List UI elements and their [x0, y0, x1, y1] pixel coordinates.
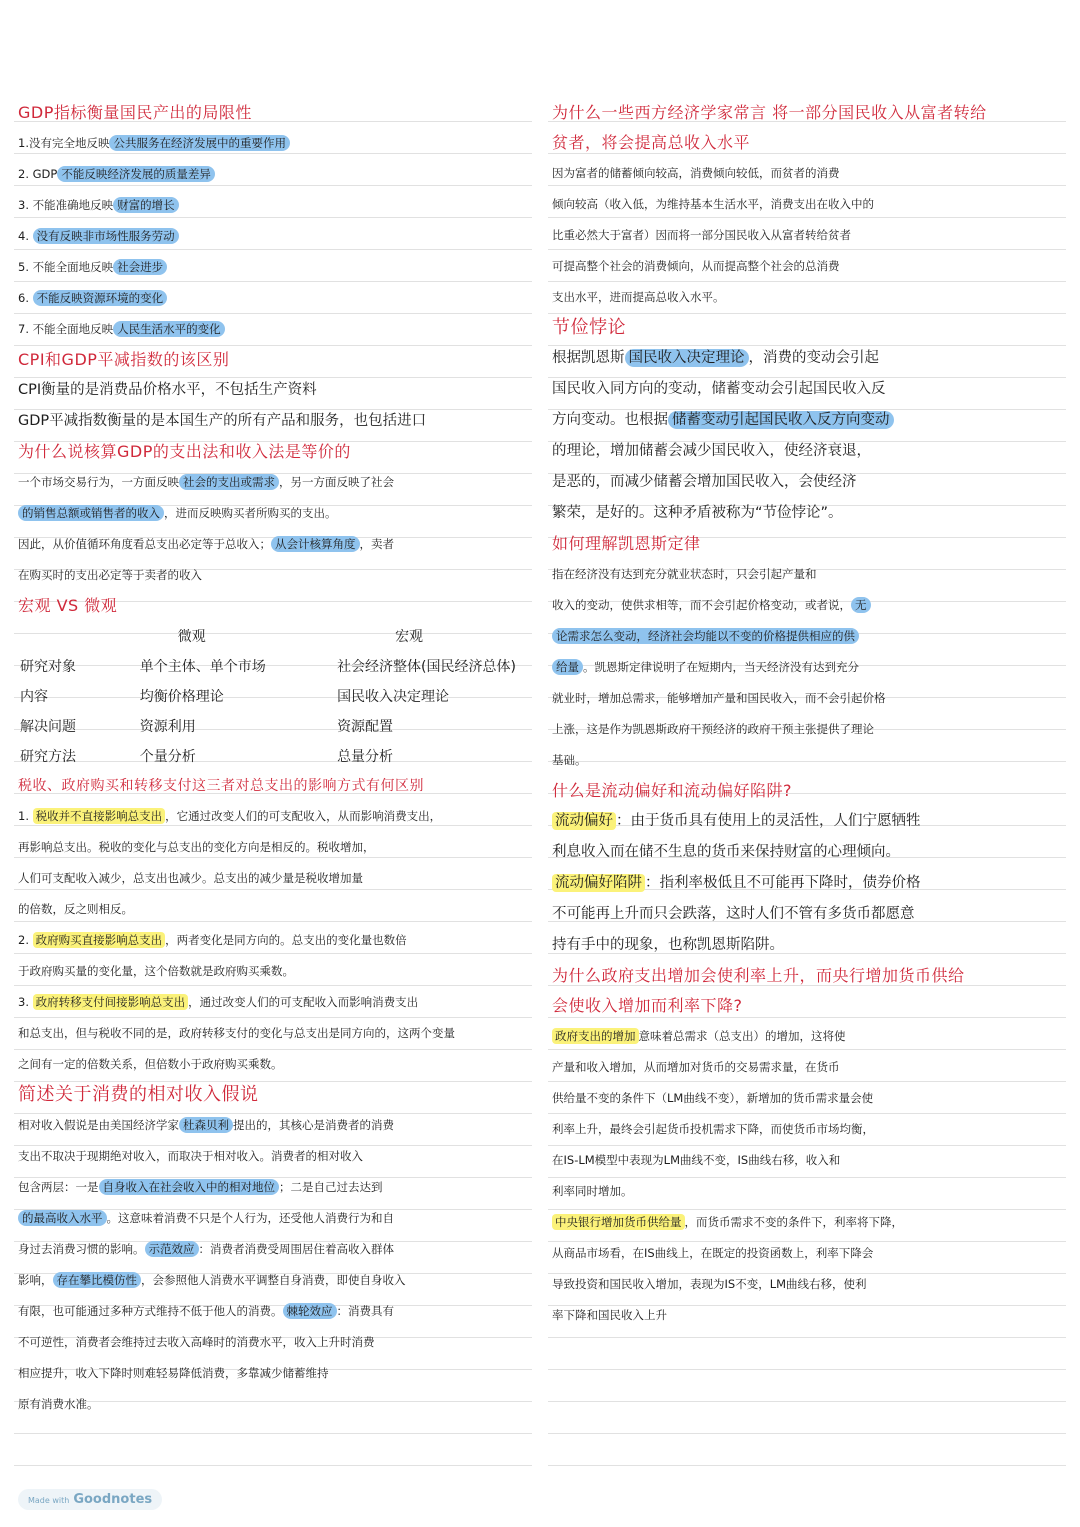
text-segment: 导致投资和国民收入增加，表现为IS不变，LM曲线右移，使利: [552, 1277, 867, 1291]
text-segment: ，通过改变人们的可支配收入而影响消费支出: [188, 995, 419, 1009]
text-segment: 收入的变动，使供求相等，而不会引起价格变动，或者说，: [552, 598, 851, 612]
text-segment: 国民收入同方向的变动，储蓄变动会引起国民收入反: [552, 381, 886, 397]
text-line: [552, 343, 1062, 374]
highlighted-text: 中央银行增加货币供给量: [552, 1214, 685, 1230]
table-cell: 内容: [20, 689, 48, 705]
text-line: [552, 467, 1062, 498]
highlighted-text: 社会的支出或需求: [179, 474, 279, 490]
text-line: [552, 590, 1062, 621]
thrift-paragraph: [552, 343, 1062, 529]
text-line: [18, 1234, 528, 1265]
table-row: [18, 651, 518, 681]
text-segment: ，卖者: [359, 537, 394, 551]
text-line: [552, 868, 1062, 899]
text-line: [552, 745, 1062, 776]
text-segment: 利率同时增加。: [552, 1184, 633, 1198]
text-line: [18, 128, 528, 159]
text-line: [552, 498, 1062, 529]
table-cell: 个量分析: [139, 749, 196, 765]
gdp-heading: GDP指标衡量国民产出的局限性: [18, 103, 252, 122]
text-line: [18, 925, 528, 956]
text-segment: 1.没有完全地反映: [18, 136, 110, 150]
transfer-paragraph: [552, 158, 1062, 313]
table-cell: 国民收入决定理论: [337, 689, 450, 705]
gov-spending-heading: 为什么政府支出增加会使利率上升，而央行增加货币供给: [552, 966, 965, 985]
highlighted-text: 的销售总额或销售者的收入: [18, 505, 164, 521]
text-line: [18, 1296, 528, 1327]
text-line: [18, 1389, 528, 1420]
cpi-heading: CPI和GDP平减指数的该区别: [18, 350, 230, 369]
highlighted-text: 储蓄变动引起国民收入反方向变动: [668, 411, 894, 429]
text-line: [552, 1207, 1062, 1238]
text-segment: 有限，也可能通过多种方式维持不低于他人的消费。: [18, 1304, 283, 1318]
text-segment: 人们可支配收入减少，总支出也减少。总支出的减少量是税收增加量: [18, 871, 363, 885]
text-segment: ：消费者消费受周围居住着高收入群体: [198, 1242, 394, 1256]
text-segment: 再影响总支出。税收的变化与总支出的变化方向是相反的。税收增加，: [18, 840, 375, 854]
macro-micro-heading: 宏观 VS 微观: [18, 596, 118, 615]
text-line: [552, 683, 1062, 714]
table-cell: 研究方法: [20, 749, 76, 765]
highlighted-text: 国民收入决定理论: [625, 349, 749, 367]
text-line: [18, 159, 528, 190]
text-segment: 意味着总需求（总支出）的增加，这将使: [638, 1029, 846, 1043]
highlighted-text: 人民生活水平的变化: [113, 321, 225, 337]
text-segment: ，进而反映购买者所购买的支出。: [164, 506, 337, 520]
highlighted-text: 论需求怎么变动，经济社会均能以不变的价格提供相应的供: [552, 628, 859, 644]
text-line: [18, 283, 528, 314]
table-cell: 单个主体、单个市场: [139, 659, 266, 675]
text-line: [18, 1172, 528, 1203]
text-segment: 6.: [18, 291, 33, 305]
table-cell: 资源配置: [337, 719, 394, 735]
text-segment: 7. 不能全面地反映: [18, 322, 114, 336]
text-line: [552, 1114, 1062, 1145]
text-line: [18, 252, 528, 283]
text-segment: 。这意味着消费不只是个人行为，还受他人消费行为和自: [106, 1211, 394, 1225]
highlighted-text: 给量: [552, 659, 583, 675]
text-segment: 5. 不能全面地反映: [18, 260, 114, 274]
highlighted-text: 棘轮效应: [283, 1303, 337, 1319]
text-segment: 就业时，增加总需求，能够增加产量和国民收入，而不会引起价格: [552, 691, 886, 705]
text-line: [552, 1269, 1062, 1300]
table-header-row: [18, 621, 518, 651]
text-segment: 相应提升，收入下降时则难轻易降低消费，多靠减少储蓄维持: [18, 1366, 329, 1380]
text-line: [18, 498, 528, 529]
text-line: 可提高整个社会的消费倾向，从而提高整个社会的总消费: [552, 259, 840, 273]
text-segment: 影响，: [18, 1273, 53, 1287]
text-segment: ，它通过改变人们的可支配收入，从而影响消费支出，: [165, 809, 442, 823]
text-segment: ，另一方面反映了社会: [279, 475, 394, 489]
highlighted-text: 从会计核算角度: [271, 536, 360, 552]
text-line: [552, 1238, 1062, 1269]
text-segment: ；二是自己过去达到: [279, 1180, 383, 1194]
text-segment: ，两者变化是同方向的。总支出的变化量也数倍: [165, 933, 407, 947]
text-line: [552, 1083, 1062, 1114]
highlighted-text: 的最高收入水平: [18, 1210, 107, 1226]
text-line: [552, 714, 1062, 745]
text-line: [18, 1203, 528, 1234]
text-segment: 支出不取决于现期绝对收入，而取决于相对收入。消费者的相对收入: [18, 1149, 363, 1163]
text-line: [18, 1110, 528, 1141]
text-line: [552, 374, 1062, 405]
text-segment: 包含两层：一是: [18, 1180, 99, 1194]
table-cell: 宏观: [395, 629, 424, 645]
text-line: [18, 1358, 528, 1389]
text-line: [552, 1176, 1062, 1207]
text-segment: 之间有一定的倍数关系，但倍数小于政府购买乘数。: [18, 1057, 283, 1071]
transfer-heading-cont: 贫者，将会提高总收入水平: [552, 133, 751, 152]
highlighted-text: 流动偏好: [552, 812, 616, 830]
text-line: [18, 560, 528, 591]
text-segment: 3. 不能准确地反映: [18, 198, 114, 212]
highlighted-text: 没有反映非市场性服务劳动: [33, 228, 179, 244]
text-segment: ，会参照他人消费水平调整自身消费，即使自身收入: [141, 1273, 406, 1287]
text-segment: 和总支出，但与税收不同的是，政府转移支付的变化与总支出是同方向的，这两个变量: [18, 1026, 455, 1040]
expenditure-paragraph: [18, 467, 528, 591]
relative-income-paragraph: [18, 1110, 528, 1420]
text-segment: 是恶的，而减少储蓄会增加国民收入，会使经济: [552, 474, 857, 490]
text-segment: 一个市场交易行为，一方面反映: [18, 475, 179, 489]
text-line: [18, 529, 528, 560]
highlighted-text: 政府购买直接影响总支出: [33, 932, 166, 948]
text-segment: 上涨，这是作为凯恩斯政府干预经济的政府干预主张提供了理论: [552, 722, 874, 736]
table-row: [18, 741, 518, 771]
text-segment: 1.: [18, 809, 33, 823]
text-line: 倾向较高（收入低，为维持基本生活水平，消费支出在收入中的: [552, 197, 874, 211]
text-line: [552, 652, 1062, 683]
text-line: [18, 832, 528, 863]
highlighted-text: 无: [851, 597, 871, 613]
left-column: [14, 90, 532, 1480]
text-segment: 率下降和国民收入上升: [552, 1308, 667, 1322]
text-segment: 利率上升，最终会引起货币投机需求下降，而使货币市场均衡，: [552, 1122, 874, 1136]
text-line: [18, 190, 528, 221]
text-line: [552, 1300, 1062, 1331]
text-segment: 的理论，增加储蓄会减少国民收入，使经济衰退，: [552, 443, 871, 459]
text-line: [18, 1018, 528, 1049]
macro-micro-table: [18, 621, 518, 771]
table-cell: 研究对象: [20, 659, 76, 675]
table-cell: 均衡价格理论: [139, 689, 224, 705]
keynes-heading: 如何理解凯恩斯定律: [552, 534, 701, 553]
gov-spending-paragraph: [552, 1021, 1062, 1331]
text-line: 比重必然大于富者）因而将一部分国民收入从富者转给贫者: [552, 228, 851, 242]
text-segment: 基础。: [552, 753, 587, 767]
text-segment: 持有手中的现象，也称凯恩斯陷阱。: [552, 937, 784, 953]
text-segment: 因此，从价值循环角度看总支出必定等于总收入；: [18, 537, 271, 551]
text-segment: 原有消费水准。: [18, 1397, 99, 1411]
table-cell: 微观: [177, 629, 206, 645]
text-line: [18, 863, 528, 894]
goodnotes-logo: Goodnotes: [73, 1492, 153, 1507]
highlighted-text: 财富的增长: [113, 197, 179, 213]
highlighted-text: 存在攀比模仿性: [53, 1272, 142, 1288]
highlighted-text: 流动偏好陷阱: [552, 874, 645, 892]
table-cell: [18, 621, 138, 651]
text-segment: 的倍数，反之则相反。: [18, 902, 133, 916]
highlighted-text: 自身收入在社会收入中的相对地位: [99, 1179, 280, 1195]
text-segment: 供给量不变的条件下（LM曲线不变），新增加的货币需求量会使: [552, 1091, 874, 1105]
highlighted-text: 示范效应: [145, 1241, 199, 1257]
liquidity-paragraph: [552, 806, 1062, 961]
text-segment: 相对收入假说是由美国经济学家: [18, 1118, 179, 1132]
text-segment: 根据凯恩斯: [552, 350, 625, 366]
text-segment: 在购买时的支出必定等于卖者的收入: [18, 568, 202, 582]
text-segment: ，而货币需求不变的条件下，利率将下降，: [684, 1215, 903, 1229]
right-column: [548, 90, 1066, 1480]
goodnotes-badge: [18, 1489, 162, 1510]
text-segment: 不可逆性，消费者会维持过去收入高峰时的消费水平，收入上升时消费: [18, 1335, 375, 1349]
table-row: [18, 711, 518, 741]
text-segment: 。凯恩斯定律说明了在短期内，当天经济没有达到充分: [583, 660, 859, 674]
text-line: 因为富者的储蓄倾向较高，消费倾向较低，而贫者的消费: [552, 166, 840, 180]
text-segment: 于政府购买量的变化量，这个倍数就是政府购买乘数。: [18, 964, 294, 978]
text-segment: ：指利率极低且不可能再下降时，债券价格: [645, 875, 921, 891]
text-segment: ，消费的变动会引起: [748, 350, 879, 366]
tax-heading: 税收、政府购买和转移支付这三者对总支出的影响方式有何区别: [18, 778, 424, 794]
liquidity-heading: 什么是流动偏好和流动偏好陷阱?: [552, 781, 792, 800]
thrift-heading: 节俭悖论: [552, 317, 626, 338]
text-line: [18, 467, 528, 498]
text-line: [18, 1265, 528, 1296]
text-line: [18, 987, 528, 1018]
table-row: [18, 681, 518, 711]
text-segment: ：消费具有: [336, 1304, 394, 1318]
highlighted-text: 政府支出的增加: [552, 1028, 639, 1044]
text-line: [552, 837, 1062, 868]
table-cell: 解决问题: [20, 719, 76, 735]
table-cell: 资源利用: [139, 719, 196, 735]
text-line: [18, 956, 528, 987]
expenditure-heading: 为什么说核算GDP的支出法和收入法是等价的: [18, 442, 351, 461]
text-line: [18, 314, 528, 345]
text-line: [552, 899, 1062, 930]
highlighted-text: 杜森贝利: [179, 1117, 233, 1133]
text-segment: 2.: [18, 933, 33, 947]
highlighted-text: 不能反映资源环境的变化: [33, 290, 168, 306]
text-line: [552, 405, 1062, 436]
text-segment: 2. GDP: [18, 167, 58, 181]
highlighted-text: 公共服务在经济发展中的重要作用: [109, 135, 290, 151]
text-segment: 方向变动。也根据: [552, 412, 668, 428]
text-line: [18, 801, 528, 832]
highlighted-text: 不能反映经济发展的质量差异: [57, 166, 215, 182]
highlighted-text: 政府转移支付间接影响总支出: [33, 994, 189, 1010]
text-line: [18, 221, 528, 252]
cpi-line: CPI衡量的是消费品价格水平，不包括生产资料: [18, 382, 317, 398]
text-line: [18, 1049, 528, 1080]
text-line: 支出水平，进而提高总收入水平。: [552, 290, 725, 304]
text-segment: 产量和收入增加，从而增加对货币的交易需求量，在货币: [552, 1060, 840, 1074]
text-line: [552, 621, 1062, 652]
text-segment: 3.: [18, 995, 33, 1009]
text-line: [552, 1052, 1062, 1083]
text-segment: 4.: [18, 229, 33, 243]
table-cell: 社会经济整体(国民经济总体): [337, 659, 516, 675]
text-line: [552, 806, 1062, 837]
text-segment: 提出的，其核心是消费者的消费: [233, 1118, 394, 1132]
text-line: [18, 1141, 528, 1172]
text-segment: 不可能再上升而只会跌落，这时人们不管有多货币都愿意: [552, 906, 915, 922]
transfer-heading: 为什么一些西方经济学家常言 将一部分国民收入从富者转给: [552, 103, 987, 122]
text-line: [552, 930, 1062, 961]
text-segment: 在IS-LM模型中表现为LM曲线不变，IS曲线右移，收入和: [552, 1153, 841, 1167]
keynes-paragraph: [552, 559, 1062, 776]
tax-paragraph: [18, 801, 528, 1080]
text-segment: 利息收入而在储不生息的货币来保持财富的心理倾向。: [552, 844, 900, 860]
cpi-line: GDP平减指数衡量的是本国生产的所有产品和服务，也包括进口: [18, 413, 427, 429]
table-cell: 总量分析: [337, 749, 394, 765]
text-line: [552, 436, 1062, 467]
text-segment: ：由于货币具有使用上的灵活性，人们宁愿牺牲: [616, 813, 921, 829]
text-line: [18, 894, 528, 925]
text-line: [552, 1145, 1062, 1176]
text-line: [18, 1327, 528, 1358]
made-with-label: Made with: [28, 1496, 70, 1505]
text-segment: 繁荣，是好的。这种矛盾被称为“节俭悖论”。: [552, 505, 843, 521]
text-segment: 从商品市场看，在IS曲线上，在既定的投资函数上，利率下降会: [552, 1246, 874, 1260]
text-segment: 指在经济没有达到充分就业状态时，只会引起产量和: [552, 567, 817, 581]
highlighted-text: 税收并不直接影响总支出: [33, 808, 166, 824]
relative-income-heading: 简述关于消费的相对收入假说: [18, 1084, 259, 1105]
text-line: [552, 559, 1062, 590]
text-segment: 身过去消费习惯的影响。: [18, 1242, 145, 1256]
gov-spending-heading-cont: 会使收入增加而利率下降?: [552, 996, 743, 1015]
text-line: [552, 1021, 1062, 1052]
highlighted-text: 社会进步: [113, 259, 167, 275]
gdp-limitations-list: [18, 128, 528, 345]
